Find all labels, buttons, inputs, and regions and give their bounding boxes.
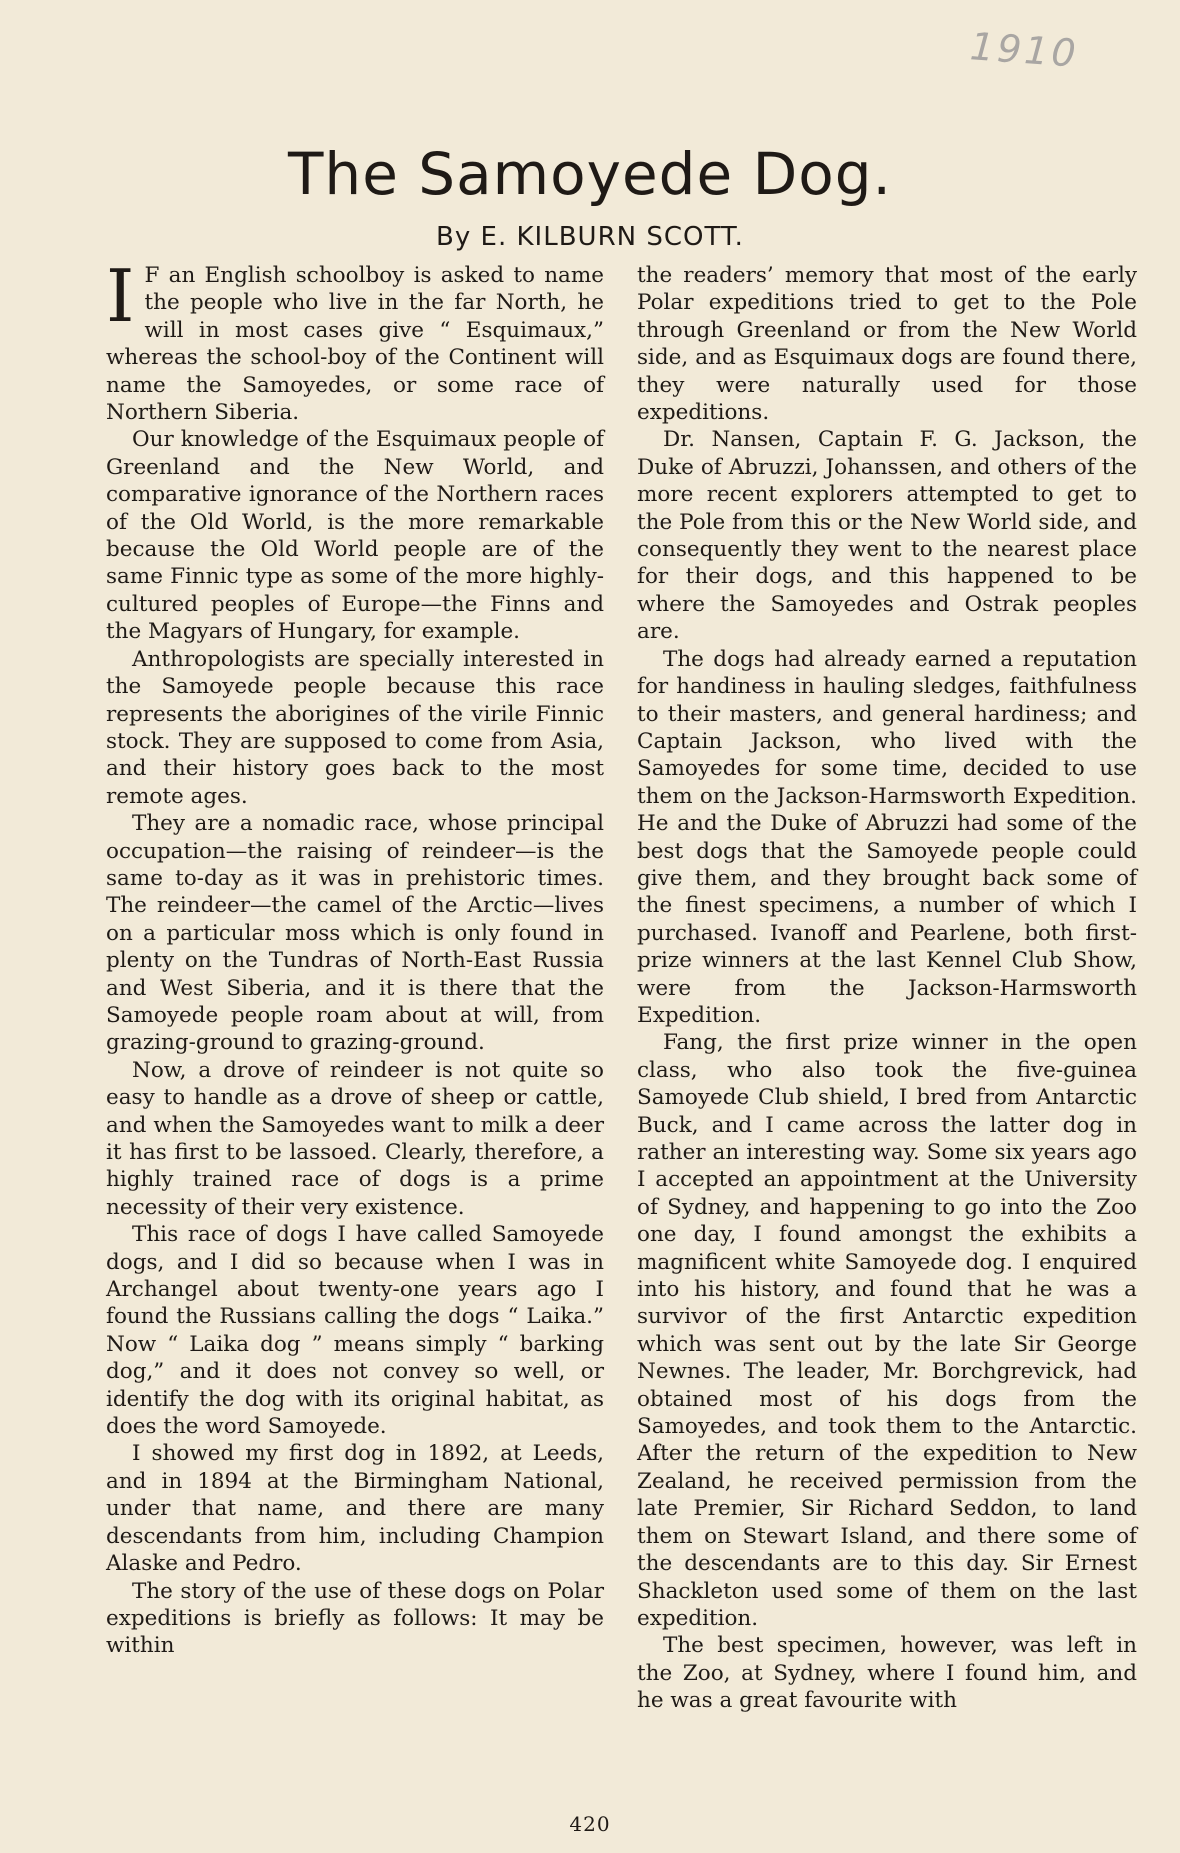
paragraph: I showed my first dog in 1892, at Leeds, and in 1894 at the Birmingham National, under that name, and there are many descendants from him, including Champion Alaske and Pedro. (106, 1441, 604, 1577)
paragraph: Anthropologists are specially interested in the Samoyede people because this race represents the aborigines of the virile Finnic stock. They are supposed to come from Asia, and their history goes back to the most remote ages. (106, 646, 604, 809)
article-byline: By E. KILBURN SCOTT. (436, 222, 744, 252)
paragraph: the readers’ memory that most of the early Polar expeditions tried to get to the Pole through Greenland or from the New World side, and as Esquimaux dogs are found there, they were naturally used for those expeditions. (637, 263, 1137, 426)
page-number: 420 (569, 1812, 611, 1836)
paragraph-text: F an English schoolboy is asked to name the people who live in the far North, he will in most cases give “ Esquimaux,” whereas the school-boy of the Continent will name the Samoyedes, or some race of Northern Siberia. (106, 263, 604, 426)
paragraph: Dr. Nansen, Captain F. G. Jackson, the Duke of Abruzzi, Johanssen, and others of the more recent explorers attempted to get to the Pole from this or the New World side, and consequently they went to the nearest place for their dogs, and this happened to be where the Samoyedes and Ostrak peoples are. (637, 427, 1137, 645)
paragraph: This race of dogs I have called Samoyede dogs, and I did so because when I was in Archangel about twenty-one years ago I found the Russians calling the dogs “ Laika.” Now “ Laika dog ” means simply “ barking dog,” and it does not convey so well, or identify the dog with its original habitat, as does the word Samoyede. (106, 1222, 604, 1440)
article-title: The Samoyede Dog. (288, 140, 892, 208)
left-column (106, 254, 604, 1660)
paragraph: The dogs had already earned a reputation for handiness in hauling sledges, faithfulness to their masters, and general hardiness; and Captain Jackson, who lived with the Samoyedes for some time, decided to use them on the Jackson-Harmsworth Expedition. He and the Duke of Abruzzi had some of the best dogs that the Samoyede people could give them, and they brought back some of the finest specimens, a number of which I purchased. Ivanoff and Pearlene, both first-prize winners at the last Kennel Club Show, were from the Jackson-Harmsworth Expedition. (637, 646, 1137, 1028)
paragraph: The best specimen, however, was left in the Zoo, at Sydney, where I found him, and he was a great favourite with (637, 1633, 1137, 1714)
paragraph: The story of the use of these dogs on Polar expeditions is briefly as follows: It may be within (106, 1578, 604, 1659)
paragraph (106, 254, 604, 426)
paragraph: Now, a drove of reindeer is not quite so easy to handle as a drove of sheep or cattle, and when the Samoyedes want to milk a deer it has first to be lassoed. Clearly, therefore, a highly trained race of dogs is a prime necessity of their very existence. (106, 1057, 604, 1220)
paragraph: Our knowledge of the Esquimaux people of Greenland and the New World, and comparative ignorance of the Northern races of the Old World, is the more remarkable because the Old World people are of the same Finnic type as some of the more highly-cultured peoples of Europe—the Finns and the Magyars of Hungary, for example. (106, 427, 604, 645)
handwritten-year-annotation: 1910 (968, 24, 1081, 76)
paragraph: Fang, the first prize winner in the open class, who also took the five-guinea Samoyede Club shield, I bred from Antarctic Buck, and I came across the latter dog in rather an interesting way. Some six years ago I accepted an appointment at the University of Sydney, and happening to go into the Zoo one day, I found amongst the exhibits a magnificent white Samoyede dog. I enquired into his history, and found that he was a survivor of the first Antarctic expedition which was sent out by the late Sir George Newnes. The leader, Mr. Borchgrevick, had obtained most of his dogs from the Samoyedes, and took them to the Antarctic. After the return of the expedition to New Zealand, he received permission from the late Premier, Sir Richard Seddon, to land them on Stewart Island, and there some of the descendants are to this day. Sir Ernest Shackleton used some of them on the last expedition. (637, 1030, 1137, 1631)
paragraph: They are a nomadic race, whose principal occupation—the raising of reindeer—is the same to-day as it was in prehistoric times. The reindeer—the camel of the Arctic—lives on a particular moss which is only found in plenty on the Tundras of North-East Russia and West Siberia, and it is there that the Samoyede people roam about at will, from grazing-ground to grazing-ground. (106, 811, 604, 1056)
drop-cap: I (106, 254, 135, 338)
right-column (637, 262, 1137, 1715)
